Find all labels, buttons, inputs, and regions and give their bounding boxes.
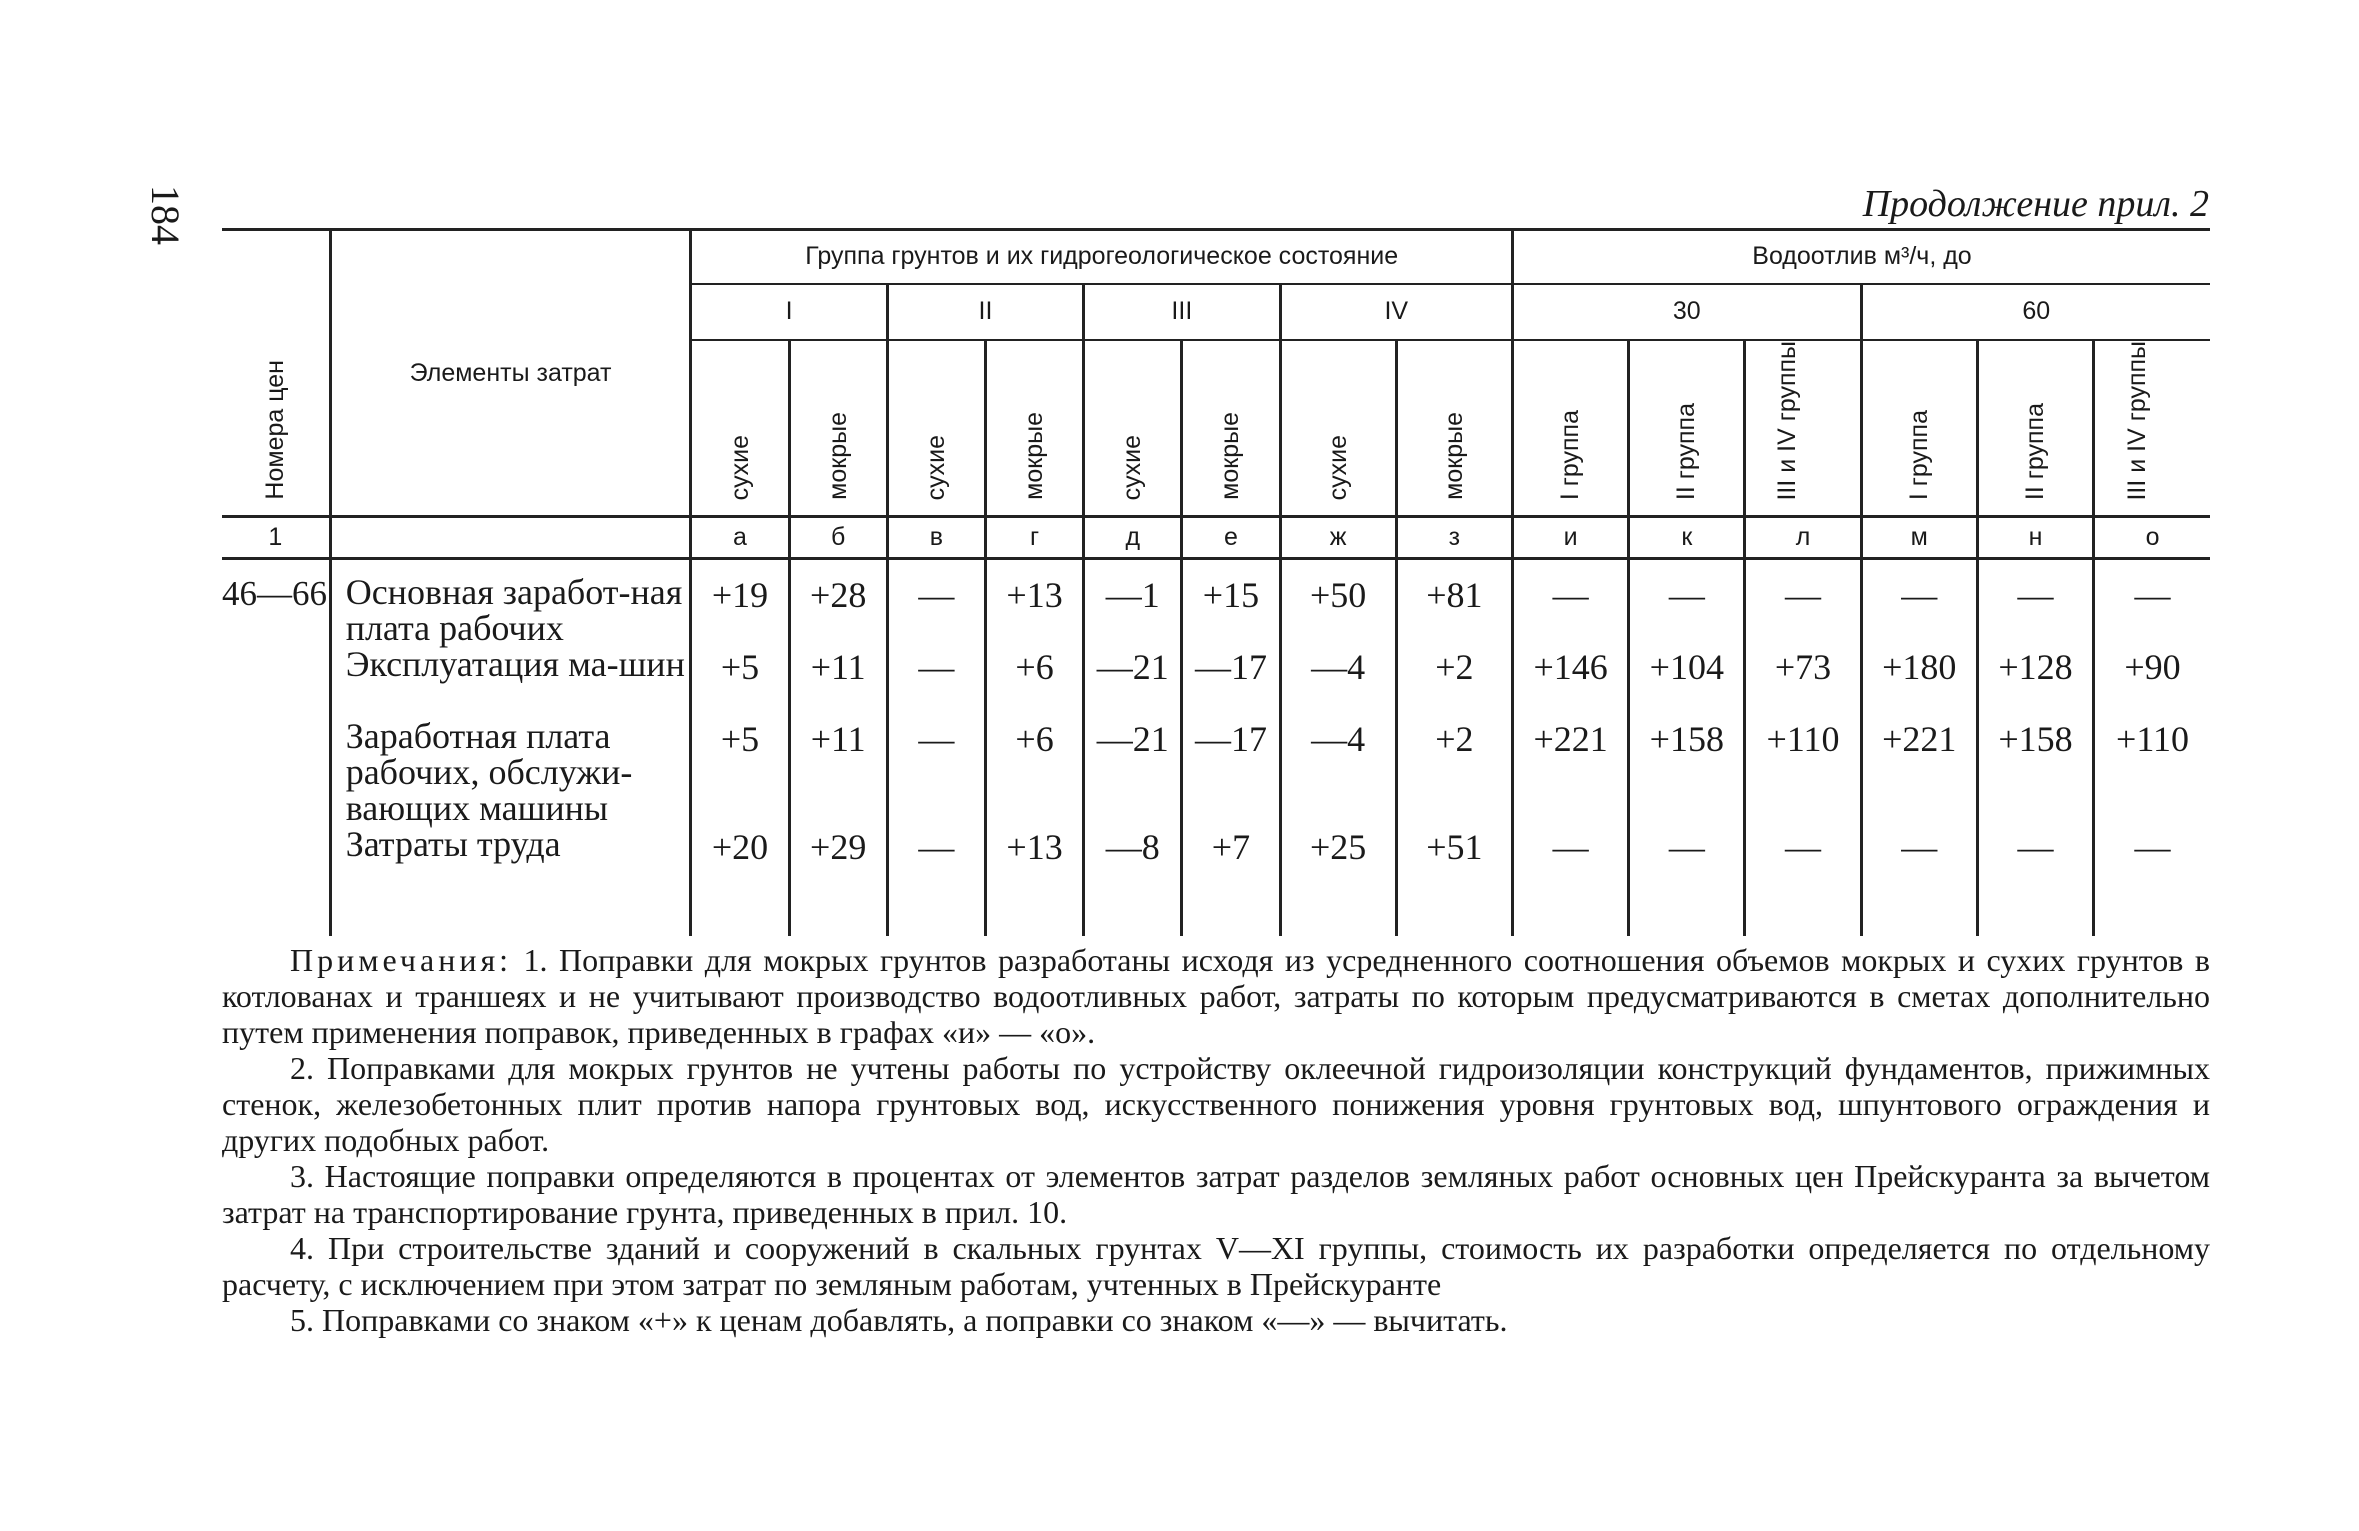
filler-cell xyxy=(691,896,789,936)
filler-cell xyxy=(1396,896,1512,936)
value-cell: +221 xyxy=(1512,718,1628,826)
soil-group-3: III xyxy=(1084,284,1280,340)
filler-cell xyxy=(1629,896,1745,936)
value-cell: +11 xyxy=(789,718,887,826)
soil-group-4: IV xyxy=(1280,284,1512,340)
value-cell: — xyxy=(1745,826,1861,896)
sub-header: III и IV группы xyxy=(2094,340,2210,517)
price-range-cell: 46—66 xyxy=(222,574,327,614)
note-4: 4. При строительстве зданий и сооружений в скальных грунтах V—XI группы, стоимость их разработки определяется по отдельному расчету, с исключением при этом затрат по земляным работам, учтенных в Прейскуранте xyxy=(222,1230,2210,1302)
note-3: 3. Настоящие поправки определяются в процентах от элементов затрат разделов земляных работ основных цен Прейскуранта за вычетом затрат на транспортирование грунта, приведенных в прил. 10. xyxy=(222,1158,2210,1230)
notes-label: Примечания: xyxy=(290,942,513,978)
filler-cell xyxy=(330,896,691,936)
drainage-30: 30 xyxy=(1512,284,1861,340)
sub-header: мокрые xyxy=(789,340,887,517)
value-cell: +110 xyxy=(1745,718,1861,826)
value-cell: — xyxy=(1861,826,1977,896)
value-cell: — xyxy=(1977,826,2093,896)
value-cell: — xyxy=(1512,826,1628,896)
value-cell: +128 xyxy=(1977,646,2093,718)
filler-cell xyxy=(1182,896,1280,936)
index-label: 1 xyxy=(268,523,283,552)
value-cell: — xyxy=(1629,559,1745,647)
value-cell: +2 xyxy=(1396,718,1512,826)
index-label: м xyxy=(1861,517,1977,559)
sub-header: сухие xyxy=(1280,340,1396,517)
element-cell: Эксплуатация ма-шин xyxy=(330,646,691,718)
filler-cell xyxy=(1280,896,1396,936)
filler-cell xyxy=(1977,896,2093,936)
value-cell: +2 xyxy=(1396,646,1512,718)
value-cell: — xyxy=(887,718,985,826)
index-label: ж xyxy=(1280,517,1396,559)
value-cell: +15 xyxy=(1182,559,1280,647)
index-label: е xyxy=(1182,517,1280,559)
value-cell: +13 xyxy=(985,826,1083,896)
sub-header: мокрые xyxy=(1396,340,1512,517)
filler-cell xyxy=(1745,896,1861,936)
value-cell: +28 xyxy=(789,559,887,647)
index-label xyxy=(330,517,691,559)
filler-cell xyxy=(887,896,985,936)
sub-header: сухие xyxy=(691,340,789,517)
value-cell: —4 xyxy=(1280,646,1396,718)
table-filler-row xyxy=(222,896,2210,936)
value-cell: +20 xyxy=(691,826,789,896)
header-price-numbers: Номера цен xyxy=(222,230,330,517)
value-cell: +50 xyxy=(1280,559,1396,647)
notes-section xyxy=(222,942,2210,1338)
index-label: а xyxy=(691,517,789,559)
sub-header: сухие xyxy=(887,340,985,517)
header-elements: Элементы затрат xyxy=(330,230,691,517)
value-cell: — xyxy=(1861,559,1977,647)
sub-header: I группа xyxy=(1861,340,1977,517)
header-drainage: Водоотлив м³/ч, до xyxy=(1512,230,2210,284)
sub-header: сухие xyxy=(1084,340,1182,517)
value-cell: +6 xyxy=(985,646,1083,718)
continuation-caption: Продолжение прил. 2 xyxy=(1862,183,2209,225)
index-label: в xyxy=(887,517,985,559)
value-cell: +11 xyxy=(789,646,887,718)
soil-group-1: I xyxy=(691,284,887,340)
value-cell: +81 xyxy=(1396,559,1512,647)
note-1-text: 1. Поправки для мокрых грунтов разработаны исходя из усредненного соотношения объемов мокрых и сухих грунтов в котлованах и траншеях и не учитывают производство водоотливных работ, затраты по которым предусматриваются в сметах дополнительно путем применения поправок, приведенных в графах «и» — «о». xyxy=(222,942,2211,1050)
value-cell: —17 xyxy=(1182,718,1280,826)
element-cell: Заработная плата рабочих, обслужи-вающих машины xyxy=(330,718,691,826)
index-label: н xyxy=(1977,517,2093,559)
filler-cell xyxy=(985,896,1083,936)
value-cell: +19 xyxy=(691,559,789,647)
value-cell: — xyxy=(1745,559,1861,647)
price-correction-table xyxy=(222,228,2210,936)
filler-cell xyxy=(789,896,887,936)
filler-cell xyxy=(222,896,330,936)
value-cell: — xyxy=(887,826,985,896)
value-cell: +51 xyxy=(1396,826,1512,896)
index-label: к xyxy=(1629,517,1745,559)
table-row xyxy=(222,826,2210,896)
value-cell: +158 xyxy=(1977,718,2093,826)
note-5: 5. Поправками со знаком «+» к ценам добавлять, а поправки со знаком «—» — вычитать. xyxy=(290,1302,1508,1338)
sub-header: I группа xyxy=(1512,340,1628,517)
value-cell: +146 xyxy=(1512,646,1628,718)
index-label: з xyxy=(1396,517,1512,559)
index-label: л xyxy=(1745,517,1861,559)
value-cell: +6 xyxy=(985,718,1083,826)
table-row xyxy=(222,559,2210,647)
header-soil-group: Группа грунтов и их гидрогеологическое состояние xyxy=(691,230,1513,284)
value-cell: +25 xyxy=(1280,826,1396,896)
value-cell: +110 xyxy=(2094,718,2210,826)
value-cell: +5 xyxy=(691,646,789,718)
table-row xyxy=(222,646,2210,718)
value-cell: —8 xyxy=(1084,826,1182,896)
index-label: о xyxy=(2094,517,2210,559)
value-cell: +221 xyxy=(1861,718,1977,826)
value-cell: +7 xyxy=(1182,826,1280,896)
value-cell: +180 xyxy=(1861,646,1977,718)
element-cell: Затраты труда xyxy=(330,826,691,896)
value-cell: — xyxy=(2094,559,2210,647)
soil-group-2: II xyxy=(887,284,1083,340)
page-number: 184 xyxy=(143,185,188,245)
value-cell: +90 xyxy=(2094,646,2210,718)
sub-header: III и IV группы xyxy=(1745,340,1861,517)
value-cell: — xyxy=(2094,826,2210,896)
index-label: г xyxy=(985,517,1083,559)
index-label: б xyxy=(789,517,887,559)
value-cell: +73 xyxy=(1745,646,1861,718)
value-cell: — xyxy=(1629,826,1745,896)
value-cell: —21 xyxy=(1084,718,1182,826)
note-2: 2. Поправками для мокрых грунтов не учтены работы по устройству оклеечной гидроизоляции конструкций фундаментов, прижимных стенок, железобетонных плит против напора грунтовых вод, искусственного понижения уровня грунтовых вод, шпунтового ограждения и других подобных работ. xyxy=(222,1050,2210,1158)
value-cell: +29 xyxy=(789,826,887,896)
note-1 xyxy=(222,942,2210,1050)
value-cell: — xyxy=(1977,559,2093,647)
drainage-60: 60 xyxy=(1861,284,2210,340)
value-cell: +104 xyxy=(1629,646,1745,718)
value-cell: — xyxy=(1512,559,1628,647)
value-cell: —17 xyxy=(1182,646,1280,718)
sub-header: II группа xyxy=(1629,340,1745,517)
filler-cell xyxy=(1861,896,1977,936)
element-cell: Основная заработ-ная плата рабочих xyxy=(330,559,691,647)
value-cell: +158 xyxy=(1629,718,1745,826)
filler-cell xyxy=(1512,896,1628,936)
value-cell: +13 xyxy=(985,559,1083,647)
filler-cell xyxy=(1084,896,1182,936)
index-label: и xyxy=(1512,517,1628,559)
value-cell: —1 xyxy=(1084,559,1182,647)
value-cell: — xyxy=(887,559,985,647)
filler-cell xyxy=(2094,896,2210,936)
sub-header: II группа xyxy=(1977,340,2093,517)
index-label: д xyxy=(1084,517,1182,559)
sub-header: мокрые xyxy=(985,340,1083,517)
value-cell: — xyxy=(887,646,985,718)
value-cell: —21 xyxy=(1084,646,1182,718)
table-row xyxy=(222,718,2210,826)
sub-header: мокрые xyxy=(1182,340,1280,517)
value-cell: +5 xyxy=(691,718,789,826)
value-cell: —4 xyxy=(1280,718,1396,826)
